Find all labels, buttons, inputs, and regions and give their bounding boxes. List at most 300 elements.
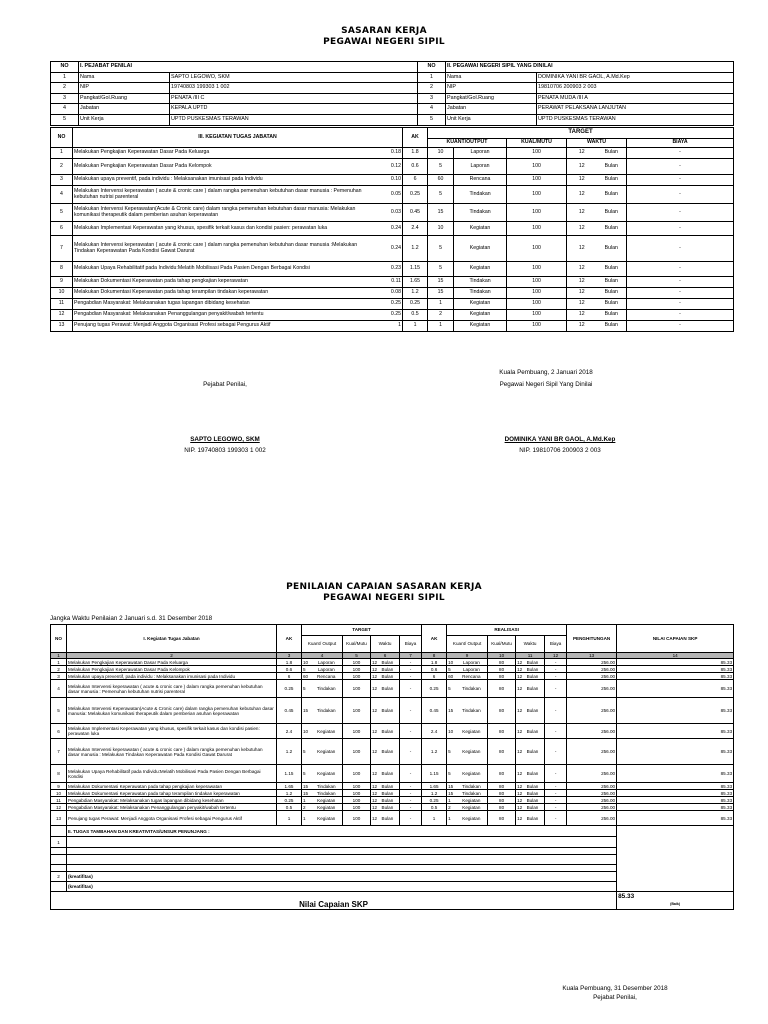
- target-biaya: -: [400, 698, 422, 724]
- target-biaya: -: [627, 204, 734, 222]
- target-waktu: 12: [371, 724, 381, 739]
- row-no: 1: [51, 72, 79, 83]
- realisasi-biaya: -: [545, 790, 567, 797]
- realisasi-qty: 60: [447, 673, 456, 680]
- realisasi-unit: Kegiatan: [456, 765, 488, 783]
- realisasi-ak: 1.2: [422, 790, 447, 797]
- target-unit: Kegiatan: [454, 222, 507, 236]
- target-waktu: 12: [371, 659, 381, 666]
- field-label: Jabatan: [79, 104, 170, 115]
- column-index: 9: [447, 653, 488, 659]
- realisasi-biaya: -: [545, 680, 567, 698]
- field-value: DOMINIKA YANI BR GAOL, A.Md.Kep: [537, 72, 734, 83]
- waktu-header: WAKTU: [567, 139, 627, 148]
- target-waktu-unit: Bulan: [597, 204, 627, 222]
- penghitungan: 256.00: [567, 680, 617, 698]
- kual-header: Kual/Mutu: [343, 636, 371, 653]
- row-no: 2: [51, 83, 79, 94]
- target-biaya: -: [627, 310, 734, 321]
- pejabat-pegawai-table: [50, 61, 734, 126]
- realisasi-waktu-unit: Bulan: [526, 765, 545, 783]
- kegiatan-text: Pengabdian Masyarakat: Melaksanakan Penanggulangan penyakit/wabah tertentu: [73, 310, 378, 321]
- row-no: 12: [51, 804, 67, 811]
- realisasi-waktu-unit: Bulan: [526, 811, 545, 826]
- place-date: Kuala Pembuang, 2 Januari 2018: [499, 369, 593, 376]
- realisasi-waktu: 12: [516, 804, 526, 811]
- target-biaya: -: [400, 659, 422, 666]
- kegiatan-text: Melakukan Intervensi Keperawatan(Acute & Cronic care) dalam rangka pemenuhan kebutuhan dasar manusia: Melakukan komunikasi therapeutik dalam pemberian asuhan keperawatan: [73, 204, 378, 222]
- target-qty: 15: [428, 288, 454, 299]
- target-qty: 5: [302, 765, 311, 783]
- target-waktu: 12: [371, 783, 381, 790]
- target-waktu-unit: Bulan: [381, 680, 400, 698]
- nilai-capaian: 85.33: [617, 724, 734, 739]
- realisasi-ak: 1: [422, 811, 447, 826]
- target-waktu-unit: Bulan: [381, 811, 400, 826]
- target-waktu: 12: [567, 159, 597, 175]
- realisasi-qty: 5: [447, 739, 456, 765]
- kegiatan-row: [51, 288, 734, 299]
- target-ak: 0.6: [403, 159, 428, 175]
- kegiatan-header: III. KEGIATAN TUGAS JABATAN: [73, 128, 403, 148]
- target-waktu: 12: [567, 277, 597, 288]
- row-no: 10: [51, 790, 67, 797]
- realisasi-waktu: 12: [516, 666, 526, 673]
- nilai-capaian: 85.33: [617, 739, 734, 765]
- target-qty: 10: [302, 659, 311, 666]
- identity-row: [51, 83, 734, 94]
- realisasi-unit: Tindakan: [456, 790, 488, 797]
- field-label: Pangkat/Gol.Ruang: [79, 93, 170, 104]
- target-mutu: 100: [343, 804, 371, 811]
- kegiatan-body: [51, 148, 734, 332]
- target-ak: 1.2: [277, 739, 302, 765]
- kegiatan-text: Melakukan Pengkajian Keperawatan Dasar Pada Kelompok: [67, 666, 277, 673]
- target-qty: 2: [302, 804, 311, 811]
- penilaian-row: [51, 698, 734, 724]
- penilaian-row: [51, 724, 734, 739]
- target-ak: 0.25: [277, 680, 302, 698]
- target-qty: 10: [302, 724, 311, 739]
- realisasi-header: REALISASI: [447, 625, 567, 636]
- identity-row: [51, 114, 734, 125]
- target-biaya: -: [627, 236, 734, 262]
- target-mutu: 100: [343, 765, 371, 783]
- angka-kredit: 1: [378, 321, 403, 332]
- target-mutu: 100: [507, 204, 567, 222]
- realisasi-waktu-unit: Bulan: [526, 790, 545, 797]
- row-no: 1: [51, 659, 67, 666]
- realisasi-ak: 0.45: [422, 698, 447, 724]
- target-qty: 10: [428, 222, 454, 236]
- target-mutu: 100: [343, 673, 371, 680]
- column-index: 6: [371, 653, 400, 659]
- penilaian-row: [51, 680, 734, 698]
- kegiatan-row: [51, 186, 734, 204]
- kegiatan-text: Melakukan Intervensi keperawatan ( acute & cronic care ) dalam rangka pemenuhan kebutuhan dasar manusia : Melakukan Tindakan Keperawatan Pada Kondisi Gawat Darurat: [67, 739, 277, 765]
- penilaian-row: [51, 666, 734, 673]
- field-value: PERAWAT PELAKSANA LANJUTAN: [537, 104, 734, 115]
- kegiatan-text: Melakukan Dokumentasi Keperawatan pada tahap terampilan tindakan keperawatan: [73, 288, 378, 299]
- kegiatan-row: [51, 159, 734, 175]
- realisasi-mutu: 80: [488, 804, 516, 811]
- target-waktu: 12: [567, 288, 597, 299]
- column-index: 12: [545, 653, 567, 659]
- target-mutu: 100: [343, 797, 371, 804]
- realisasi-qty: 1: [447, 797, 456, 804]
- field-value: SAPTO LEGOWO, SKM: [170, 72, 418, 83]
- target-unit: Tindakan: [311, 680, 343, 698]
- waktu-header: Waktu: [371, 636, 400, 653]
- tugas-tambahan-label: II. TUGAS TAMBAHAN DAN KREATIVITAS/UNSUR PENUNJANG :: [67, 826, 617, 837]
- target-ak: 0.5: [403, 310, 428, 321]
- target-biaya: -: [400, 797, 422, 804]
- column-index: 4: [302, 653, 343, 659]
- realisasi-waktu: 12: [516, 698, 526, 724]
- target-biaya: -: [400, 673, 422, 680]
- realisasi-waktu-unit: Bulan: [526, 724, 545, 739]
- target-biaya: -: [627, 262, 734, 277]
- column-index: 7: [400, 653, 422, 659]
- kegiatan-text: Melakukan Dokumentasi Keperawatan pada tahap pengkajian keperawatan: [67, 783, 277, 790]
- ak-header: AK: [277, 625, 302, 653]
- target-waktu: 12: [371, 739, 381, 765]
- realisasi-biaya: -: [545, 659, 567, 666]
- field-label: NIP: [446, 83, 537, 94]
- nilai-capaian: 85.33: [617, 765, 734, 783]
- row-no: 2: [51, 666, 67, 673]
- target-qty: 2: [428, 310, 454, 321]
- field-value: 19810706 200903 2 003: [537, 83, 734, 94]
- tugas-tambahan-row: [51, 826, 734, 837]
- target-waktu-unit: Bulan: [381, 666, 400, 673]
- realisasi-ak: 1.2: [422, 739, 447, 765]
- target-biaya: -: [400, 724, 422, 739]
- kegiatan-text: Melakukan Upaya Rehabilitatif pada Individu:Melatih Mobilisasi Pada Pasien Dengan Berbagai Kondisi: [73, 262, 378, 277]
- target-waktu-unit: Bulan: [381, 739, 400, 765]
- target-biaya: -: [400, 680, 422, 698]
- row-no: 12: [51, 310, 73, 321]
- realisasi-mutu: 80: [488, 724, 516, 739]
- target-biaya: -: [627, 186, 734, 204]
- pegawai-sign-label: Pegawai Negeri Sipil Yang Dinilai: [499, 381, 593, 388]
- column-index: 10: [488, 653, 516, 659]
- target-biaya: -: [627, 148, 734, 159]
- target-biaya: -: [627, 159, 734, 175]
- realisasi-mutu: 80: [488, 783, 516, 790]
- row-no: 4: [51, 186, 73, 204]
- target-waktu-unit: Bulan: [381, 698, 400, 724]
- row-no: 3: [418, 93, 446, 104]
- realisasi-mutu: 80: [488, 790, 516, 797]
- penilaian-table: [50, 624, 734, 910]
- realisasi-mutu: 80: [488, 666, 516, 673]
- target-qty: 5: [302, 680, 311, 698]
- target-qty: 5: [302, 739, 311, 765]
- target-qty: 5: [428, 159, 454, 175]
- pejabat-sign-name: SAPTO LEGOWO, SKM: [190, 436, 260, 443]
- field-label: Jabatan: [446, 104, 537, 115]
- realisasi-ak: 0.25: [422, 797, 447, 804]
- realisasi-waktu-unit: Bulan: [526, 666, 545, 673]
- nilai-capaian: 85.33: [617, 673, 734, 680]
- target-qty: 60: [428, 175, 454, 186]
- target-waktu-unit: Bulan: [597, 159, 627, 175]
- nilai-capaian: 85.33: [617, 811, 734, 826]
- realisasi-waktu-unit: Bulan: [526, 804, 545, 811]
- nilai-header: NILAI CAPAIAN SKP: [617, 625, 734, 653]
- angka-kredit: 0.12: [378, 159, 403, 175]
- target-mutu: 100: [343, 666, 371, 673]
- target-unit: Kegiatan: [454, 236, 507, 262]
- target-qty: 15: [302, 698, 311, 724]
- ak-header: AK: [403, 128, 428, 148]
- kegiatan-text: Melakukan upaya preventif, pada individu : Melaksanakan imunisasi pada Individu: [73, 175, 378, 186]
- target-ak: 0.5: [277, 804, 302, 811]
- target-mutu: 100: [507, 222, 567, 236]
- angka-kredit: 0.24: [378, 236, 403, 262]
- realisasi-unit: Kegiatan: [456, 739, 488, 765]
- field-value: 19740803 199303 1 002: [170, 83, 418, 94]
- target-ak: 1.2: [403, 236, 428, 262]
- kegiatan-row: [51, 277, 734, 288]
- target-unit: Tindakan: [311, 790, 343, 797]
- target-waktu: 12: [567, 262, 597, 277]
- target-waktu-unit: Bulan: [597, 186, 627, 204]
- waktu-header: Waktu: [516, 636, 545, 653]
- column-index: 8: [422, 653, 447, 659]
- target-biaya: -: [400, 739, 422, 765]
- realisasi-mutu: 80: [488, 673, 516, 680]
- target-mutu: 100: [343, 739, 371, 765]
- realisasi-mutu: 80: [488, 765, 516, 783]
- realisasi-biaya: -: [545, 804, 567, 811]
- kegiatan-row: [51, 175, 734, 186]
- pejabat-sign-nip: NIP. 19740803 199303 1 002: [184, 447, 266, 454]
- target-unit: Tindakan: [311, 783, 343, 790]
- target-ak: 1.8: [403, 148, 428, 159]
- target-ak: 0.45: [403, 204, 428, 222]
- realisasi-mutu: 80: [488, 811, 516, 826]
- target-waktu-unit: Bulan: [597, 299, 627, 310]
- realisasi-ak: 0.6: [422, 666, 447, 673]
- target-waktu: 12: [567, 175, 597, 186]
- target-waktu: 12: [567, 236, 597, 262]
- target-waktu-unit: Bulan: [381, 659, 400, 666]
- target-unit: Kegiatan: [311, 811, 343, 826]
- realisasi-qty: 5: [447, 666, 456, 673]
- realisasi-unit: Tindakan: [456, 783, 488, 790]
- row-no: 6: [51, 222, 73, 236]
- target-mutu: 100: [343, 680, 371, 698]
- target-waktu: 12: [567, 321, 597, 332]
- penghitungan: 256.00: [567, 739, 617, 765]
- target-waktu-unit: Bulan: [597, 277, 627, 288]
- ak-header: AK: [422, 625, 447, 653]
- target-biaya: -: [627, 288, 734, 299]
- realisasi-qty: 5: [447, 765, 456, 783]
- target-waktu: 12: [567, 148, 597, 159]
- target-unit: Tindakan: [454, 186, 507, 204]
- realisasi-qty: 2: [447, 804, 456, 811]
- column-index: 5: [343, 653, 371, 659]
- target-unit: Kegiatan: [311, 739, 343, 765]
- periode-penilaian: Jangka Waktu Penilaian 2 Januari s.d. 31 Desember 2018: [50, 615, 213, 622]
- realisasi-unit: Tindakan: [456, 680, 488, 698]
- realisasi-mutu: 80: [488, 698, 516, 724]
- penilaian-row: [51, 790, 734, 797]
- target-waktu: 12: [567, 204, 597, 222]
- angka-kredit: 0.11: [378, 277, 403, 288]
- nilai-capaian: 85.33: [617, 804, 734, 811]
- target-ak: 1.2: [277, 790, 302, 797]
- biaya-header: Biaya: [400, 636, 422, 653]
- target-qty: 15: [428, 277, 454, 288]
- row-no: 6: [51, 724, 67, 739]
- target-biaya: -: [400, 666, 422, 673]
- realisasi-unit: Kegiatan: [456, 804, 488, 811]
- kegiatan-text: Penujang tugas Perawat: Menjadi Anggota Organisasi Profesi sebagai Pengurus Aktif: [67, 811, 277, 826]
- target-mutu: 100: [507, 262, 567, 277]
- field-label: Pangkat/Gol.Ruang: [446, 93, 537, 104]
- realisasi-ak: 0.25: [422, 680, 447, 698]
- col-no: NO: [418, 62, 446, 73]
- nilai-capaian-label: Nilai Capaian SKP: [51, 901, 617, 910]
- realisasi-mutu: 80: [488, 739, 516, 765]
- realisasi-waktu-unit: Bulan: [526, 783, 545, 790]
- realisasi-mutu: 80: [488, 659, 516, 666]
- target-unit: Laporan: [454, 159, 507, 175]
- realisasi-biaya: -: [545, 797, 567, 804]
- target-waktu: 12: [371, 804, 381, 811]
- target-mutu: 100: [343, 659, 371, 666]
- target-ak: 2.4: [277, 724, 302, 739]
- kegiatan-text: Melakukan Implementasi Keperawatan yang khusus, spesifik terkait kasus dan kondisi pasien: perawatan luka: [67, 724, 277, 739]
- target-waktu-unit: Bulan: [597, 321, 627, 332]
- penilaian-row: [51, 804, 734, 811]
- realisasi-ak: 2.4: [422, 724, 447, 739]
- target-waktu: 12: [567, 299, 597, 310]
- target-ak: 1.65: [403, 277, 428, 288]
- angka-kredit: 0.25: [378, 299, 403, 310]
- target-biaya: -: [400, 765, 422, 783]
- target-unit: Kegiatan: [311, 765, 343, 783]
- field-label: NIP: [79, 83, 170, 94]
- row-no: 2: [418, 83, 446, 94]
- penilaian-sign-label: Pejabat Penilai,: [593, 994, 637, 1001]
- target-waktu-unit: Bulan: [597, 222, 627, 236]
- target-ak: 0.25: [403, 299, 428, 310]
- penghitungan: 256.00: [567, 783, 617, 790]
- field-label: Unit Kerja: [79, 114, 170, 125]
- target-qty: 5: [428, 236, 454, 262]
- realisasi-qty: 15: [447, 698, 456, 724]
- nilai-keterangan: (Baik): [617, 901, 734, 910]
- target-unit: Kegiatan: [311, 724, 343, 739]
- pejabat-body: [51, 72, 734, 125]
- target-unit: Rencana: [454, 175, 507, 186]
- kegiatan-text: Pengabdian Masyarakat: Melaksanakan Penanggulangan penyakit/wabah tertentu: [67, 804, 277, 811]
- target-waktu: 12: [371, 680, 381, 698]
- row-no: 5: [418, 114, 446, 125]
- target-mutu: 100: [343, 724, 371, 739]
- target-waktu: 12: [371, 811, 381, 826]
- realisasi-waktu: 12: [516, 673, 526, 680]
- row-no: 5: [51, 204, 73, 222]
- penghitungan: 256.00: [567, 673, 617, 680]
- target-biaya: -: [400, 804, 422, 811]
- target-mutu: 100: [343, 783, 371, 790]
- realisasi-unit: Laporan: [456, 666, 488, 673]
- target-waktu: 12: [371, 666, 381, 673]
- target-waktu-unit: Bulan: [381, 673, 400, 680]
- kegiatan-header-row: [51, 128, 734, 139]
- target-waktu: 12: [371, 698, 381, 724]
- realisasi-unit: Kegiatan: [456, 797, 488, 804]
- kegiatan-text: Melakukan Pengkajian Keperawatan Dasar Pada Keluarga: [73, 148, 378, 159]
- target-ak: 0.25: [277, 797, 302, 804]
- angka-kredit: 0.10: [378, 175, 403, 186]
- identity-row: [51, 93, 734, 104]
- row-no: 1: [418, 72, 446, 83]
- target-biaya: -: [627, 175, 734, 186]
- target-mutu: 100: [507, 321, 567, 332]
- target-biaya: -: [400, 811, 422, 826]
- col-no: NO: [51, 625, 67, 653]
- realisasi-waktu: 12: [516, 790, 526, 797]
- target-biaya: -: [400, 790, 422, 797]
- target-unit: Tindakan: [454, 288, 507, 299]
- target-mutu: 100: [507, 288, 567, 299]
- penilaian-header-row: [51, 625, 734, 636]
- kuant-header: Kuant/ Output: [447, 636, 488, 653]
- column-index: 11: [516, 653, 545, 659]
- nilai-capaian-row: [51, 901, 734, 910]
- target-ak: 1.65: [277, 783, 302, 790]
- nilai-capaian-value: 85.33: [617, 892, 734, 901]
- row-no: 2: [51, 159, 73, 175]
- identity-row: [51, 72, 734, 83]
- kegiatan-text: Melakukan Upaya Rehabilitatif pada Individu:Melatih Mobilisasi Pada Pasien Dengan Berbagai Kondisi: [67, 765, 277, 783]
- realisasi-ak: 1.8: [422, 659, 447, 666]
- nilai-capaian: 85.33: [617, 659, 734, 666]
- target-waktu: 12: [567, 310, 597, 321]
- kegiatan-text: Melakukan Implementasi Keperawatan yang khusus, spesifik terkait kasus dan kondisi pasien: perawatan luka: [73, 222, 378, 236]
- row-no: 4: [51, 680, 67, 698]
- kegiatan-text: Melakukan upaya preventif, pada individu : Melaksanakan imunisasi pada Individu: [67, 673, 277, 680]
- penghitungan: 256.00: [567, 666, 617, 673]
- penilaian-row: [51, 783, 734, 790]
- kegiatan-row: [51, 262, 734, 277]
- penghitungan: 256.00: [567, 811, 617, 826]
- target-ak: 0.45: [277, 698, 302, 724]
- penghitungan: 256.00: [567, 724, 617, 739]
- realisasi-biaya: -: [545, 724, 567, 739]
- target-qty: 15: [302, 783, 311, 790]
- row-no: 1: [51, 148, 73, 159]
- target-waktu: 12: [371, 673, 381, 680]
- realisasi-ak: 0.5: [422, 804, 447, 811]
- target-ak: 0.6: [277, 666, 302, 673]
- realisasi-waktu: 12: [516, 739, 526, 765]
- kegiatan-row: [51, 236, 734, 262]
- nilai-capaian: 85.33: [617, 666, 734, 673]
- kegiatan-text: Pengabdian Masyarakat: Melaksanakan tugas lapangan dibidang kesehatan: [67, 797, 277, 804]
- realisasi-waktu: 12: [516, 659, 526, 666]
- penghitungan-header: PENGHITUNGAN: [567, 625, 617, 653]
- target-waktu-unit: Bulan: [381, 790, 400, 797]
- pejabat-header-row: [51, 62, 734, 73]
